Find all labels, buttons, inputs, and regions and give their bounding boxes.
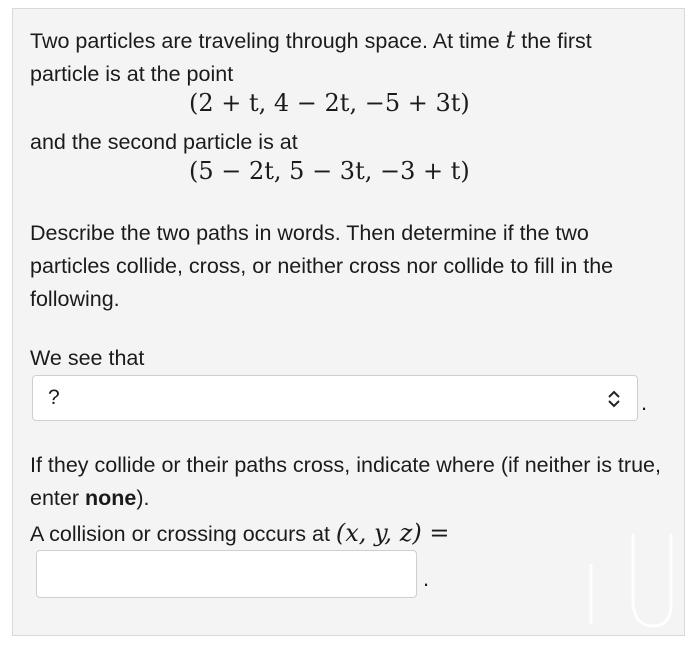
- collision-answer-input[interactable]: [36, 550, 417, 598]
- point-1-expression: (2 + t, 4 − 2t, −5 + 3t): [189, 89, 470, 117]
- intro-line-1: [30, 26, 592, 55]
- occurs-at-label: A collision or crossing occurs at: [30, 522, 336, 546]
- select-period: .: [641, 390, 648, 415]
- time-variable: t: [505, 26, 516, 54]
- intro-line-2: particle is at the point: [30, 62, 234, 86]
- collide-paragraph: [30, 449, 670, 515]
- collide-text-b: ).: [136, 486, 150, 510]
- select-value: ?: [48, 386, 60, 409]
- intro-text-a: Two particles are traveling through space. At time: [30, 29, 506, 53]
- point-2-expression: (5 − 2t, 5 − 3t, −3 + t): [189, 157, 470, 185]
- relationship-select[interactable]: [32, 375, 638, 421]
- watermark-logo: [573, 524, 683, 634]
- we-see-label: We see that: [30, 346, 145, 370]
- question-card: [12, 8, 685, 636]
- answer-period: .: [423, 566, 430, 591]
- none-keyword: none: [84, 486, 137, 510]
- collide-text-a: If they collide or their paths cross, indicate where (if neither is true, enter: [30, 453, 661, 510]
- chevron-up-down-icon: [605, 387, 623, 411]
- intro-text-b: the first: [515, 29, 592, 53]
- describe-paragraph: Describe the two paths in words. Then determine if the two particles collide, cross, or neither cross nor collide to fill in the following.: [30, 221, 614, 311]
- xyz-expression: (x, y, z) =: [335, 519, 450, 547]
- second-intro: and the second particle is at: [30, 130, 298, 154]
- occurs-at-line: [30, 519, 449, 548]
